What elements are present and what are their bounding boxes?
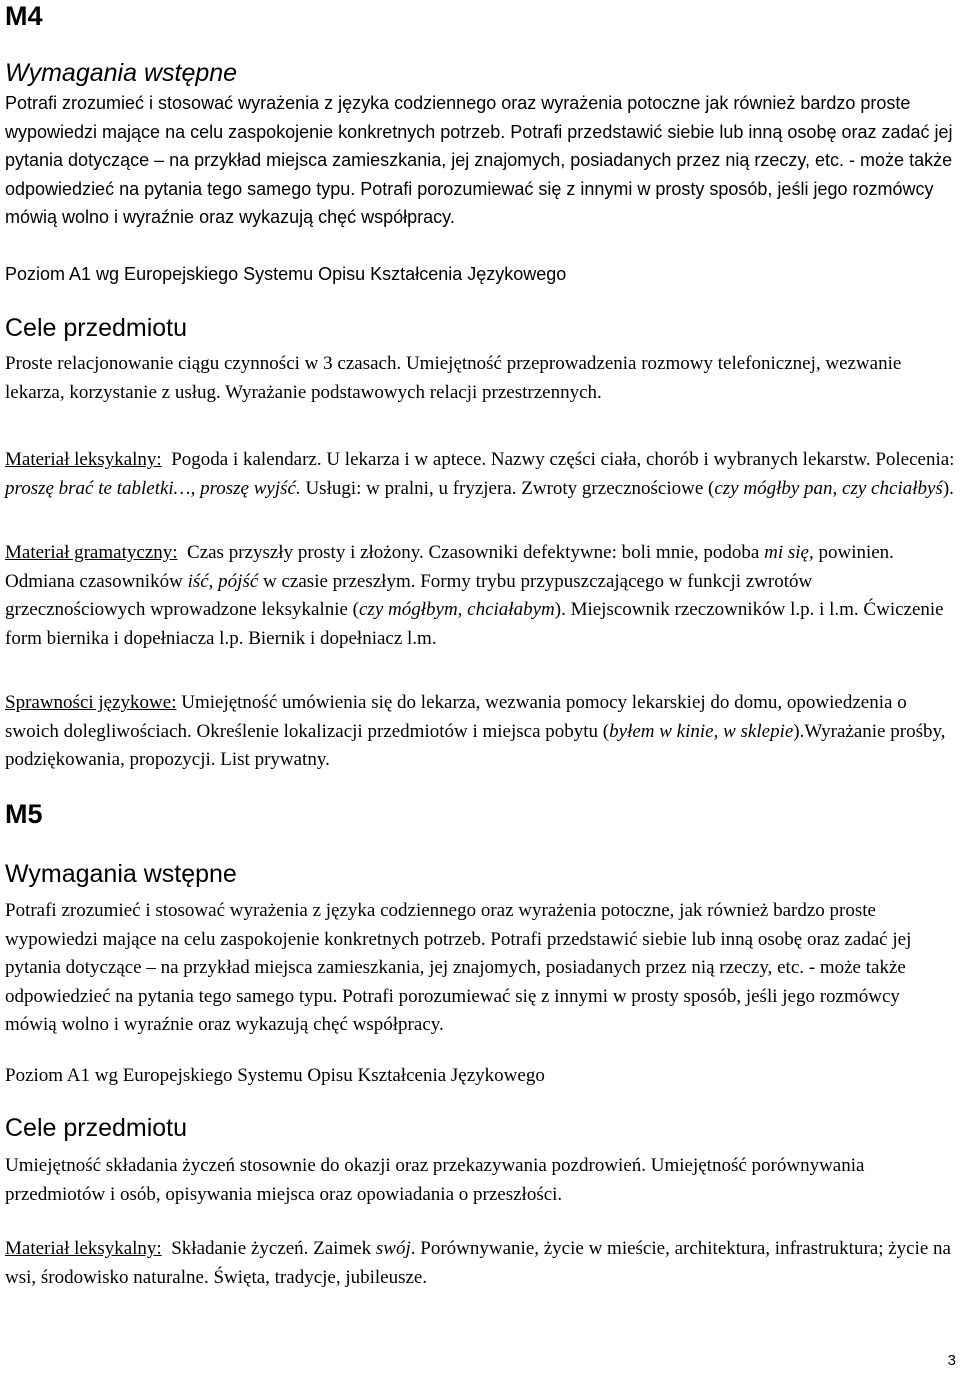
module-code-m4: M4 bbox=[5, 1, 43, 31]
m4-gram-label: Materiał gramatyczny: bbox=[5, 542, 178, 563]
m4-goals-heading: Cele przedmiotu bbox=[5, 314, 188, 342]
m4-requirements-text: Potrafi zrozumieć i stosować wyrażenia z języka codziennego oraz wyrażenia potoczne jak również bardzo proste wypowiedzi mające na celu zaspokojenie konkretnych potrzeb. Potrafi przedstawić siebie lub inną osobę oraz zadać jej pytania dotyczące – na przykład miejsca zamieszkania, jej znajomych, posiadanych przez nią rzeczy, etc. - może także odpowiedzieć na pytania tego samego typu. Potrafi porozumiewać się z innymi w prosty sposób, jeśli jego rozmówcy mówią wolno i wyraźnie oraz wykazują chęć współpracy. bbox=[5, 93, 953, 227]
m4-goals-text: Proste relacjonowanie ciągu czynności w 3 czasach. Umiejętność przeprowadzenia rozmowy telefonicznej, wezwanie lekarza, korzystanie z usług. Wyrażanie podstawowych relacji przestrzennych. bbox=[5, 353, 902, 403]
m5-lexical-material: Materiał leksykalny: Składanie życzeń. Zaimek swój. Porównywanie, życie w mieście, architektura, infrastruktura; życie na wsi, środowisko naturalne. Święta, tradycje, jubileusze. bbox=[5, 1238, 951, 1288]
m5-level: Poziom A1 wg Europejskiego Systemu Opisu Kształcenia Językowego bbox=[5, 1065, 545, 1086]
m5-goals-heading: Cele przedmiotu bbox=[5, 1114, 188, 1142]
m5-requirements-text: Potrafi zrozumieć i stosować wyrażenia z języka codziennego oraz wyrażenia potoczne, jak również bardzo proste wypowiedzi mające na celu zaspokojenie konkretnych potrzeb. Potrafi przedstawić siebie lub inną osobę oraz zadać jej pytania dotyczące – na przykład miejsca zamieszkania, jej znajomych, posiadanych przez nią rzeczy, etc. - może także odpowiedzieć na pytania tego samego typu. Potrafi porozumiewać się z innymi w prosty sposób, jeśli jego rozmówcy mówią wolno i wyraźnie oraz wykazują chęć współpracy. bbox=[5, 900, 912, 1035]
page-number: 3 bbox=[947, 1352, 956, 1369]
m4-grammar-material: Materiał gramatyczny: Czas przyszły prosty i złożony. Czasowniki defektywne: boli mnie, podoba mi się, powinien. Odmiana czasowników iść, pójść w czasie przeszłym. Formy trybu przypuszczającego w funkcji zwrotów grzecznościowych wprowadzone leksykalnie (czy mógłbym, chciałabym). Miejscownik rzeczowników l.p. i l.m. Ćwiczenie form biernika i dopełniacza l.p. Biernik i dopełniacz l.m. bbox=[5, 542, 944, 649]
m5-goals-text: Umiejętność składania życzeń stosownie do okazji oraz przekazywania pozdrowień. Umiejętność porównywania przedmiotów i osób, opisywania miejsca oraz opowiadania o przeszłości. bbox=[5, 1155, 865, 1205]
m4-language-skills: Sprawności językowe: Umiejętność umówienia się do lekarza, wezwania pomocy lekarskiej do domu, opowiedzenia o swoich dolegliwościach. Określenie lokalizacji przedmiotów i miejsca pobytu (byłem w kinie, w sklepie).Wyrażanie prośby, podziękowania, propozycji. List prywatny. bbox=[5, 692, 946, 770]
m4-skills-label: Sprawności językowe: bbox=[5, 692, 177, 713]
module-code-m5: M5 bbox=[5, 799, 43, 829]
m4-level: Poziom A1 wg Europejskiego Systemu Opisu Kształcenia Językowego bbox=[5, 264, 567, 284]
m5-lex-label: Materiał leksykalny: bbox=[5, 1238, 162, 1259]
m5-requirements-heading: Wymagania wstępne bbox=[5, 860, 237, 888]
m4-requirements-heading: Wymagania wstępne bbox=[5, 59, 238, 87]
m4-lex-label: Materiał leksykalny: bbox=[5, 449, 162, 470]
m4-lexical-material: Materiał leksykalny: Pogoda i kalendarz. U lekarza i w aptece. Nazwy części ciała, chorób i wybranych lekarstw. Polecenia: proszę brać te tabletki…, proszę wyjść. Usługi: w pralni, u fryzjera. Zwroty grzecznościowe (czy mógłby pan, czy chciałbyś). bbox=[5, 449, 955, 499]
